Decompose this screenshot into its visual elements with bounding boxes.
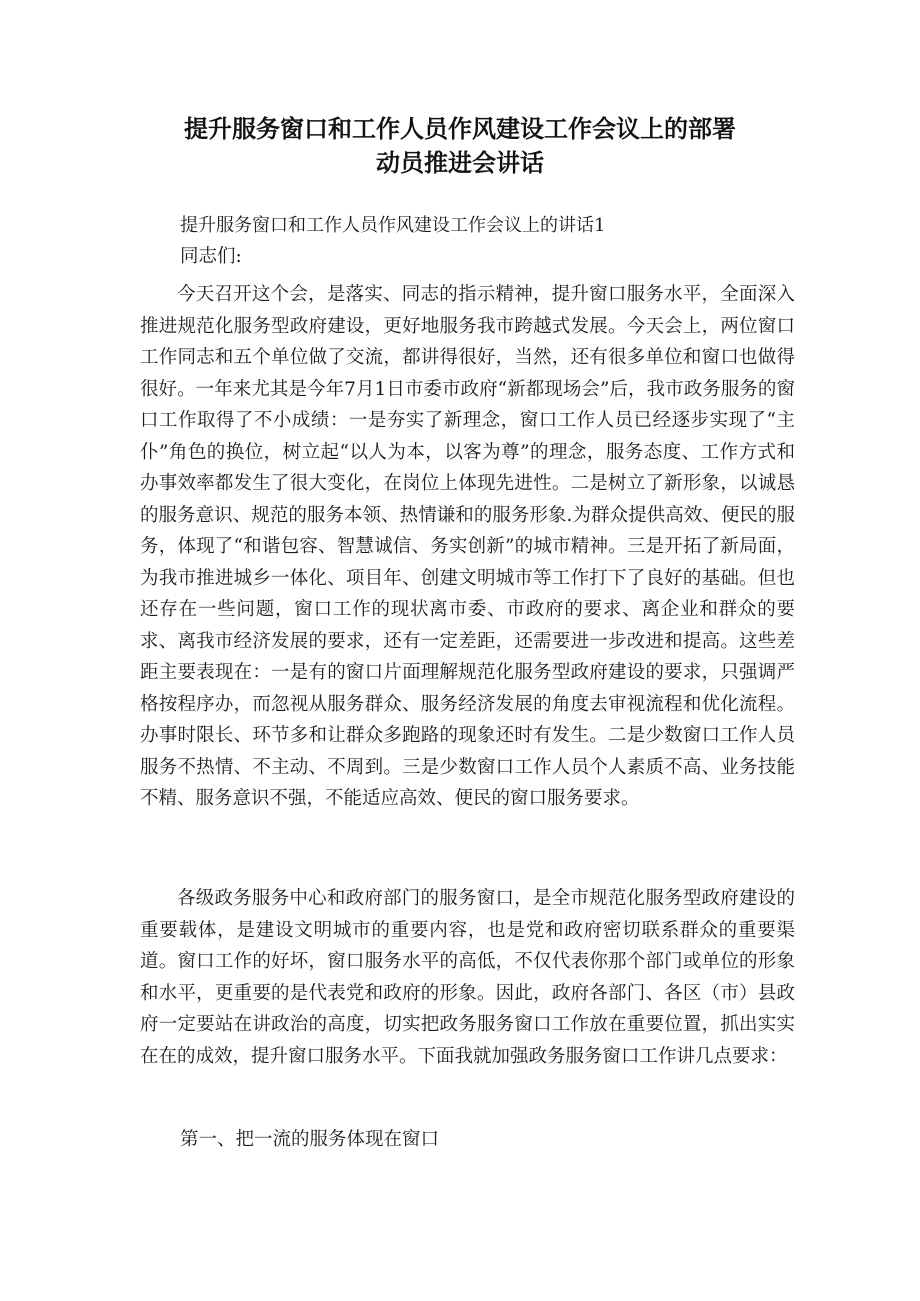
body-paragraph: 各级政务服务中心和政府部门的服务窗口，是全市规范化服务型政府建设的重要载体，是建设文明城市的重要内容，也是党和政府密切联系群众的重要渠道。窗口工作的好坏，窗口服务水平的高低，不仅代表你那个部门或单位的形象和水平，更重要的是代表党和政府的形象。因此，政府各部门、各区（市）县政府一定要站在讲政治的高度，切实把政务服务窗口工作放在重要位置，抓出实实在在的成效，提升窗口服务水平。下面我就加强政务服务窗口工作讲几点要求： <box>140 888 795 1067</box>
body-paragraph: 今天召开这个会，是落实、同志的指示精神，提升窗口服务水平，全面深入推进规范化服务型政府建设，更好地服务我市跨越式发展。今天会上，两位窗口工作同志和五个单位做了交流，都讲得很好，当然，还有很多单位和窗口也做得很好。一年来尤其是今年7月1日市委市政府“新都现场会”后，我市政务服务的窗口工作取得了不小成绩：一是夯实了新理念，窗口工作人员已经逐步实现了“主仆”角色的换位，树立起“以人为本，以客为尊”的理念，服务态度、工作方式和办事效率都发生了很大变化，在岗位上体现先进性。二是树立了新形象，以诚恳的服务意识、规范的服务本领、热情谦和的服务形象.为群众提供高效、便民的服务，体现了“和谐包容、智慧诚信、务实创新”的城市精神。三是开拓了新局面，为我市推进城乡一体化、项目年、创建文明城市等工作打下了良好的基础。但也还存在一些问题，窗口工作的现状离市委、市政府的要求、离企业和群众的要求、离我市经济发展的要求，还有一定差距，还需要进一步改进和提高。这些差距主要表现在：一是有的窗口片面理解规范化服务型政府建设的要求，只强调严格按程序办，而忽视从服务群众、服务经济发展的角度去审视流程和优化流程。办事时限长、环节多和让群众多跑路的现象还时有发生。二是少数窗口工作人员服务不热情、不主动、不周到。三是少数窗口工作人员个人素质不高、业务技能不精、服务意识不强，不能适应高效、便民的窗口服务要求。 <box>140 284 795 809</box>
salutation: 同志们: <box>180 246 242 267</box>
section-heading: 第一、把一流的服务体现在窗口 <box>180 1129 440 1150</box>
speech-subtitle: 提升服务窗口和工作人员作风建设工作会议上的讲话1 <box>180 215 606 236</box>
document-title-line1: 提升服务窗口和工作人员作风建设工作会议上的部署 <box>184 115 736 143</box>
document-title-line2: 动员推进会讲话 <box>376 149 544 177</box>
